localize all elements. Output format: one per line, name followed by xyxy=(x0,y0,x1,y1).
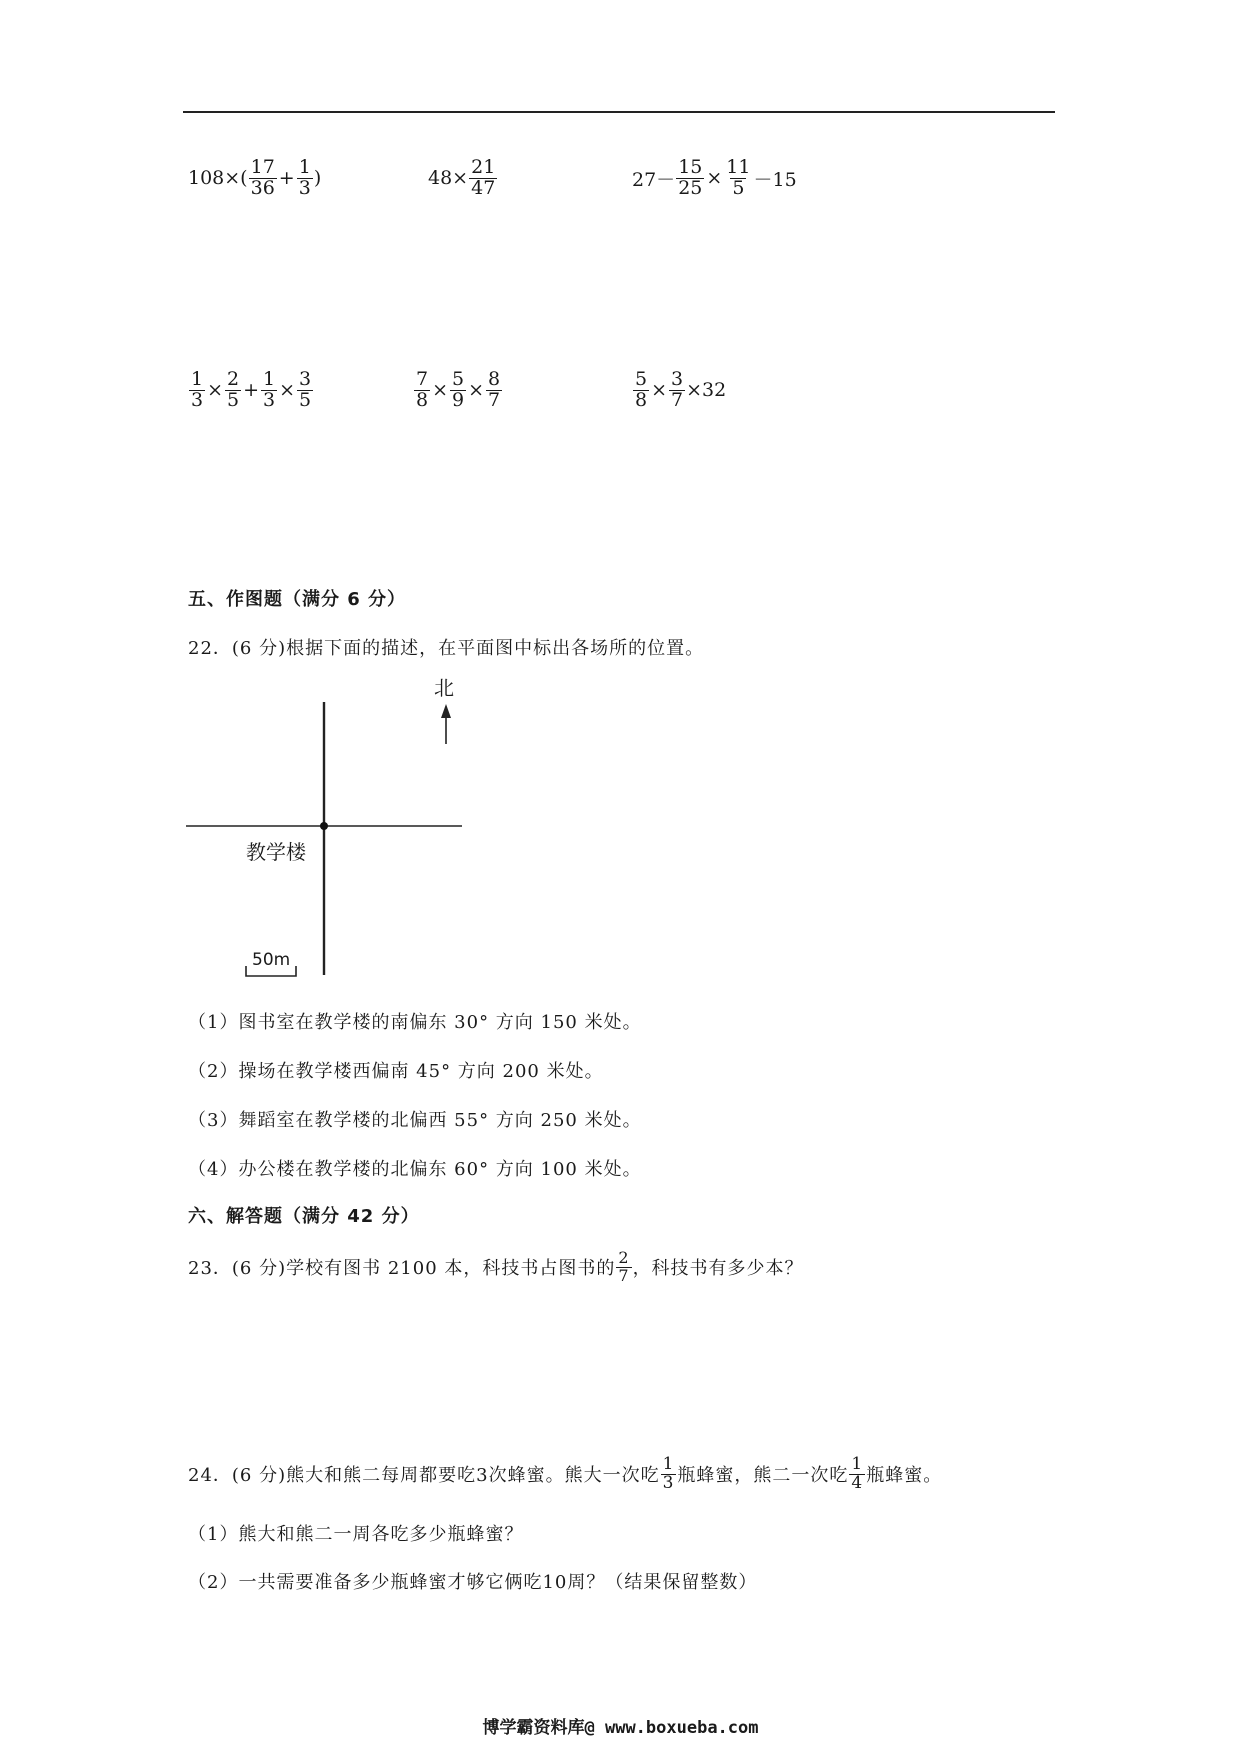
question-text: 24．(6 分)熊大和熊二每周都要吃3次蜂蜜。熊大一次吃 xyxy=(188,1465,660,1487)
expr-text: ×32 xyxy=(686,379,727,402)
fraction: $\frac{5}{8}$ xyxy=(635,368,648,411)
fraction: $\frac{1}{3}$ xyxy=(263,368,276,411)
fraction: $\frac{11}{5}$ xyxy=(726,156,751,199)
operator: + xyxy=(278,167,295,190)
north-label: 北 xyxy=(434,676,454,700)
question-text: 瓶蜂蜜。 xyxy=(866,1465,943,1487)
expr-text: ) xyxy=(313,167,322,190)
fraction: $\frac{5}{9}$ xyxy=(452,368,465,411)
question-22-item-3: （3）舞蹈室在教学楼的北偏西 55° 方向 250 米处。 xyxy=(188,1110,642,1131)
calc-expression-4 xyxy=(188,370,314,411)
footer-watermark: 博学霸资料库@ www.boxueba.com xyxy=(482,1718,759,1738)
calc-expression-6 xyxy=(632,370,726,411)
question-22-stem: 22．(6 分)根据下面的描述，在平面图中标出各场所的位置。 xyxy=(188,638,705,659)
question-text: 23．(6 分)学校有图书 2100 本，科技书占图书的 xyxy=(188,1258,616,1280)
section-title-5: 五、作图题（满分 6 分） xyxy=(188,589,407,610)
question-text: 瓶蜂蜜，熊二一次吃 xyxy=(677,1465,849,1487)
building-point xyxy=(320,822,328,830)
expr-text: －15 xyxy=(753,168,797,191)
operator: × xyxy=(279,379,296,402)
fraction: $\frac{21}{47}$ xyxy=(471,156,496,199)
expr-text: 108×( xyxy=(188,167,248,190)
north-arrow-icon xyxy=(441,704,451,718)
question-text: ，科技书有多少本？ xyxy=(632,1258,804,1280)
question-23 xyxy=(188,1250,804,1285)
question-22-item-2: （2）操场在教学楼西偏南 45° 方向 200 米处。 xyxy=(188,1061,604,1082)
operator: × xyxy=(651,379,668,402)
header-rule xyxy=(183,111,1055,113)
fraction: $\frac{1}{3}$ xyxy=(298,156,311,199)
calc-expression-1 xyxy=(188,158,321,199)
fraction: $\frac{17}{36}$ xyxy=(250,156,275,199)
map-lines xyxy=(186,680,476,990)
section-title-6: 六、解答题（满分 42 分） xyxy=(188,1206,420,1227)
fraction: $\frac{1}{3}$ xyxy=(662,1454,675,1493)
calc-expression-3 xyxy=(632,158,797,199)
expr-text: 48× xyxy=(428,167,469,190)
expr-text: 27－ xyxy=(632,168,676,191)
scale-label: 50m xyxy=(252,950,291,970)
operator: × xyxy=(432,379,449,402)
calc-expression-2 xyxy=(428,158,498,199)
fraction: $\frac{8}{7}$ xyxy=(488,368,501,411)
fraction: $\frac{7}{8}$ xyxy=(416,368,429,411)
fraction: $\frac{1}{4}$ xyxy=(851,1454,864,1493)
question-24-item-1: （1）熊大和熊二一周各吃多少瓶蜂蜜？ xyxy=(188,1524,524,1545)
question-24-item-2: （2）一共需要准备多少瓶蜂蜜才够它俩吃10周？（结果保留整数） xyxy=(188,1572,758,1593)
fraction: $\frac{15}{25}$ xyxy=(678,156,703,199)
building-label: 教学楼 xyxy=(246,840,306,864)
question-24 xyxy=(188,1456,942,1493)
fraction: $\frac{3}{5}$ xyxy=(299,368,312,411)
question-22-item-1: （1）图书室在教学楼的南偏东 30° 方向 150 米处。 xyxy=(188,1012,642,1033)
fraction: $\frac{2}{7}$ xyxy=(618,1248,630,1285)
fraction: $\frac{1}{3}$ xyxy=(191,368,204,411)
fraction: $\frac{3}{7}$ xyxy=(671,368,684,411)
operator: + xyxy=(243,379,260,402)
map-diagram xyxy=(186,676,476,990)
operator: × xyxy=(468,379,485,402)
calc-expression-5 xyxy=(413,370,503,411)
operator: × xyxy=(706,167,723,190)
fraction: $\frac{2}{5}$ xyxy=(227,368,240,411)
question-22-item-4: （4）办公楼在教学楼的北偏东 60° 方向 100 米处。 xyxy=(188,1159,642,1180)
operator: × xyxy=(207,379,224,402)
